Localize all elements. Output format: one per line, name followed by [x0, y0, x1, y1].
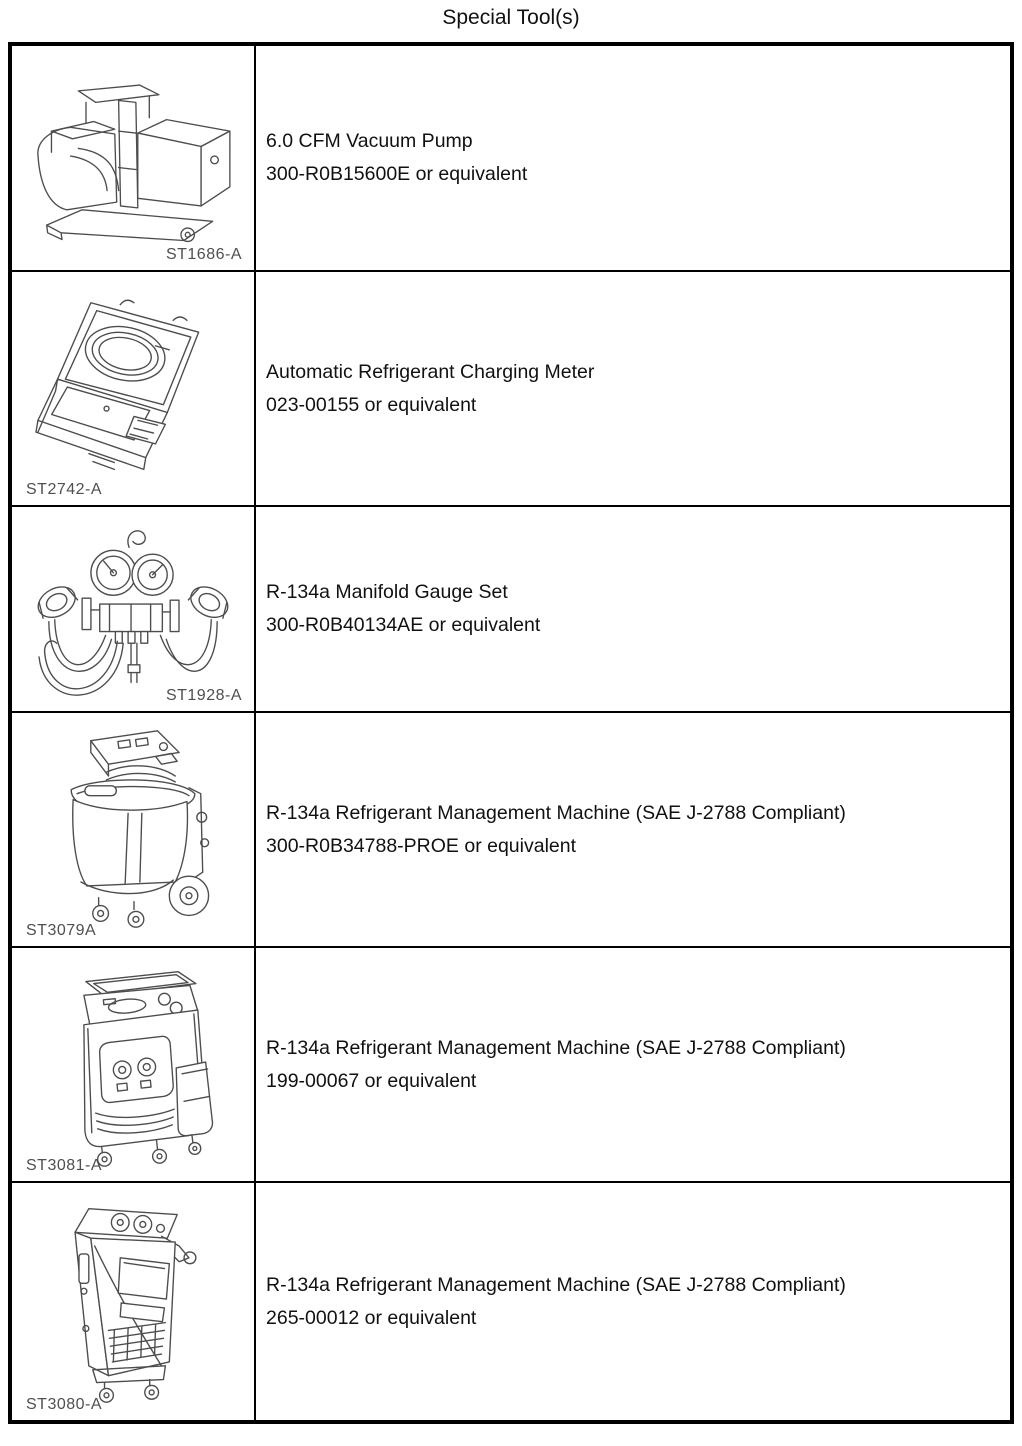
tool-id-label: ST1928-A: [165, 687, 242, 704]
tool-part-number: 023-00155 or equivalent: [266, 393, 477, 416]
tool-description-cell: [255, 712, 1012, 947]
refrigerant-machine-barrel-icon: [26, 723, 240, 937]
special-tools-table: [8, 42, 1014, 1424]
charging-meter-case-icon: [28, 291, 238, 487]
tool-description-cell: [255, 506, 1012, 712]
tool-description-cell: [255, 271, 1012, 506]
tool-image-cell: [10, 44, 255, 271]
tool-name: R-134a Refrigerant Management Machine (SAE J-2788 Compliant): [266, 801, 846, 824]
tool-name: R-134a Refrigerant Management Machine (SAE J-2788 Compliant): [266, 1036, 846, 1059]
tool-image-cell: [10, 1182, 255, 1422]
tool-description-cell: [255, 44, 1012, 271]
tool-description-cell: [255, 947, 1012, 1182]
tool-id-label: ST3080-A: [26, 1396, 103, 1413]
tool-part-number: 300-R0B40134AE or equivalent: [266, 614, 541, 636]
table-row: [10, 506, 1012, 712]
tool-name: 6.0 CFM Vacuum Pump: [266, 130, 473, 152]
tool-part-number: 265-00012 or equivalent: [266, 1306, 477, 1329]
page-title: Special Tool(s): [442, 6, 580, 29]
refrigerant-machine-boxy-icon: [28, 1193, 238, 1411]
tool-name: R-134a Manifold Gauge Set: [266, 581, 508, 603]
tool-id-label: ST2742-A: [26, 481, 103, 498]
table-row: [10, 1182, 1012, 1422]
tool-id-label: ST3081-A: [26, 1157, 103, 1174]
tool-image-cell: [10, 506, 255, 712]
manifold-gauge-set-icon: [25, 518, 241, 700]
tool-part-number: 300-R0B15600E or equivalent: [266, 163, 528, 185]
table-row: [10, 712, 1012, 947]
tool-name: R-134a Refrigerant Management Machine (SAE J-2788 Compliant): [266, 1273, 846, 1296]
tool-part-number: 300-R0B34788-PROE or equivalent: [266, 834, 577, 857]
tool-image-cell: [10, 712, 255, 947]
table-row: [10, 44, 1012, 271]
tool-part-number: 199-00067 or equivalent: [266, 1069, 477, 1092]
tool-id-label: ST1686-A: [165, 246, 242, 263]
vacuum-pump-icon: [22, 64, 244, 252]
tool-id-label: ST3079A: [26, 922, 97, 939]
tool-image-cell: [10, 947, 255, 1182]
tool-description-cell: [255, 1182, 1012, 1422]
table-row: [10, 947, 1012, 1182]
refrigerant-machine-tower-icon: [27, 958, 239, 1172]
table-row: [10, 271, 1012, 506]
tool-name: Automatic Refrigerant Charging Meter: [266, 360, 595, 383]
tool-image-cell: [10, 271, 255, 506]
